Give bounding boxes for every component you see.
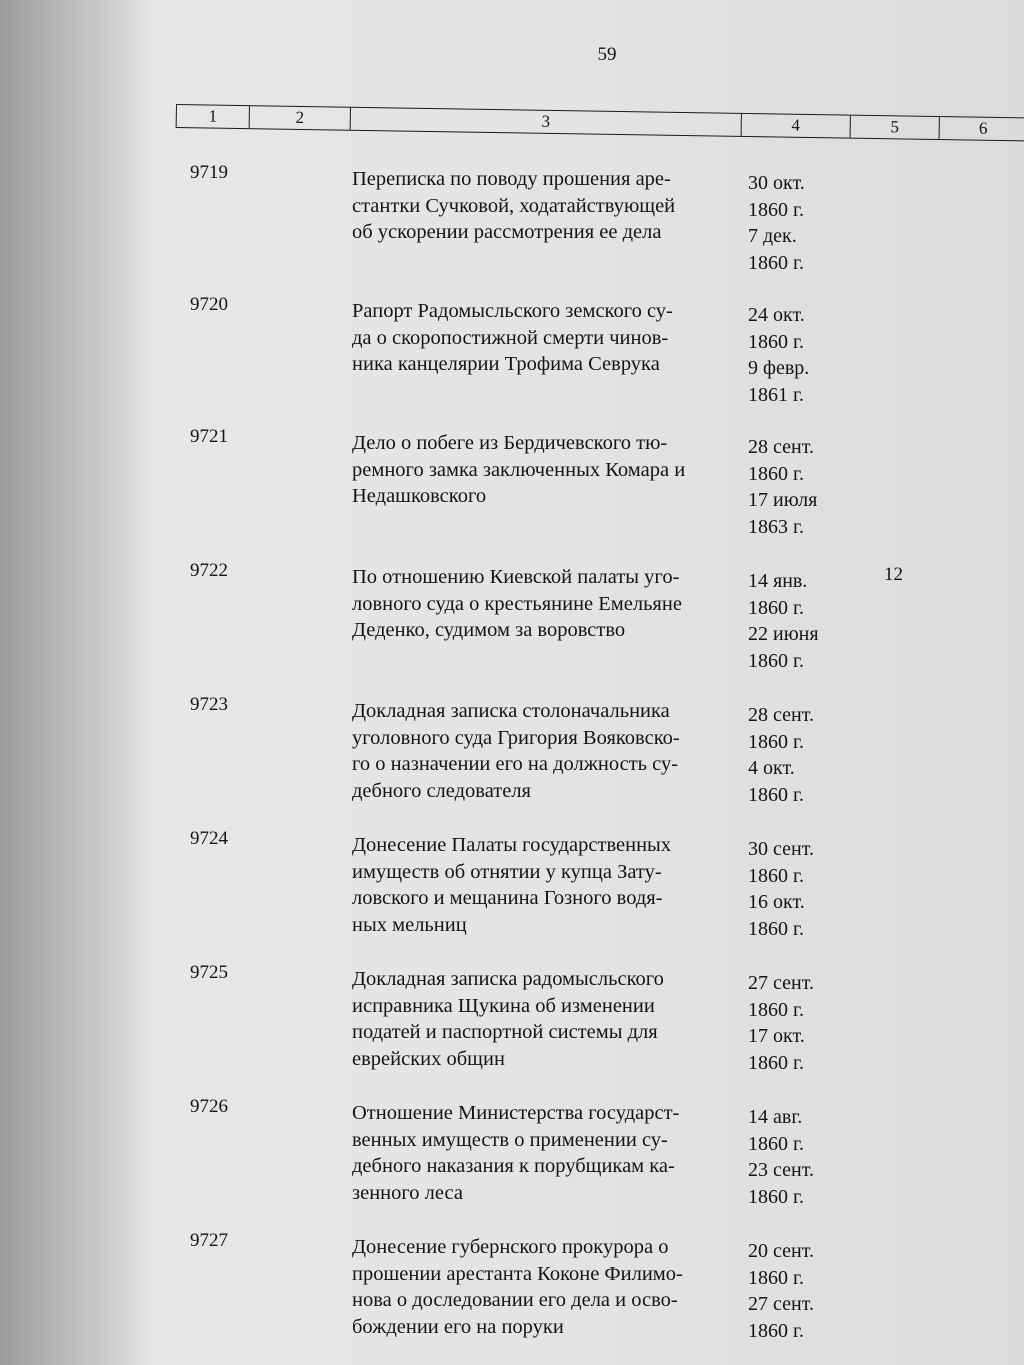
description-line: ремного замка заключенных Комара и <box>352 458 686 481</box>
description-line: Докладная записка столоначальника <box>352 700 670 722</box>
entry-description <box>352 166 742 246</box>
date-line: 1860 г. <box>748 864 804 887</box>
facing-page-edge <box>0 0 150 1365</box>
description-line: имуществ об отнятии у купца Зату- <box>352 860 662 883</box>
description-line: дебного наказания к порубщикам ка- <box>352 1155 675 1177</box>
date-line: 14 янв. <box>748 570 808 592</box>
column-header-6: 6 <box>978 118 988 138</box>
date-line: 30 окт. <box>748 172 805 194</box>
date-line: 1860 г. <box>748 1185 804 1208</box>
date-line: 1860 г. <box>748 917 804 940</box>
description-line: исправника Щукина об изменении <box>352 994 655 1017</box>
date-line: 1860 г. <box>748 730 804 753</box>
description-line: Донесение Палаты государственных <box>352 834 672 856</box>
entry-dates <box>748 970 858 1076</box>
date-line: 9 февр. <box>748 357 810 379</box>
description-line: го о назначении его на должность су- <box>352 753 679 775</box>
date-line: 1860 г. <box>748 1319 804 1342</box>
description-line: ника канцелярии Трофима Севрука <box>352 353 660 375</box>
column-header-table <box>176 104 1024 141</box>
entry-number: 9720 <box>190 294 228 315</box>
date-line: 17 июля <box>748 489 818 511</box>
description-line: ловного суда о крестьянине Емельяне <box>352 592 682 615</box>
date-line: 1860 г. <box>748 251 804 274</box>
date-line: 17 окт. <box>748 1025 805 1047</box>
description-line: податей и паспортной системы для <box>352 1021 658 1043</box>
entry-description <box>352 1234 742 1340</box>
entry-number: 9724 <box>190 828 228 849</box>
page-number: 59 <box>597 44 617 65</box>
date-line: 24 окт. <box>748 304 805 326</box>
description-line: зенного леса <box>352 1181 463 1204</box>
description-line: ловского и мещанина Гозного водя- <box>352 887 663 909</box>
entry-description <box>352 698 742 804</box>
entry-description <box>352 298 742 378</box>
date-line: 1860 г. <box>748 330 804 353</box>
column-header-3: 3 <box>351 108 742 136</box>
entry-number: 9721 <box>190 426 228 447</box>
description-line: Переписка по поводу прошения аре- <box>352 168 671 190</box>
column-header-4: 4 <box>742 114 851 138</box>
description-line: стантки Сучковой, ходатайствующей <box>352 194 676 217</box>
date-line: 1860 г. <box>748 783 804 806</box>
entry-note: 12 <box>884 564 903 585</box>
date-line: 1860 г. <box>748 596 804 619</box>
entry-description <box>352 966 742 1072</box>
date-line: 1860 г. <box>748 1132 804 1155</box>
date-line: 27 сент. <box>748 972 814 994</box>
entry-dates <box>748 170 858 276</box>
description-line: бождении его на поруки <box>352 1315 564 1338</box>
date-line: 1860 г. <box>748 198 804 221</box>
description-line: нова о доследовании его дела и осво- <box>352 1289 678 1311</box>
entry-number: 9719 <box>190 162 228 183</box>
date-line: 27 сент. <box>748 1293 814 1315</box>
date-line: 14 авг. <box>748 1106 803 1128</box>
entry-dates <box>748 836 858 942</box>
description-line: Донесение губернского прокурора о <box>352 1236 669 1258</box>
entry-number: 9726 <box>190 1096 228 1117</box>
description-line: прошении арестанта Коконе Филимо- <box>352 1262 683 1285</box>
date-line: 22 июня <box>748 623 819 645</box>
entry-dates <box>748 1104 858 1210</box>
description-line: об ускорении рассмотрения ее дела <box>352 221 662 243</box>
date-line: 1863 г. <box>748 515 804 538</box>
entry-description <box>352 564 742 644</box>
description-line: Дело о побеге из Бердичевского тю- <box>352 432 668 454</box>
date-line: 7 дек. <box>748 225 797 247</box>
description-line: ных мельниц <box>352 913 467 936</box>
entry-dates <box>748 568 858 674</box>
entry-number: 9723 <box>190 694 228 715</box>
date-line: 28 сент. <box>748 704 814 726</box>
date-line: 16 окт. <box>748 891 805 913</box>
description-line: да о скоропостижной смерти чинов- <box>352 326 669 349</box>
description-line: Отношение Министерства государст- <box>352 1102 680 1124</box>
description-line: По отношению Киевской палаты уго- <box>352 566 680 588</box>
entry-description <box>352 1100 742 1206</box>
description-line: дебного следователя <box>352 779 531 802</box>
date-line: 23 сент. <box>748 1159 814 1181</box>
entry-number: 9722 <box>190 560 228 581</box>
description-line: Деденко, судимом за воровство <box>352 619 626 641</box>
date-line: 30 сент. <box>748 838 814 860</box>
date-line: 1861 г. <box>748 383 804 406</box>
entry-description <box>352 430 742 510</box>
description-line: уголовного суда Григория Вояковско- <box>352 726 680 749</box>
column-header-5: 5 <box>851 116 940 139</box>
date-line: 28 сент. <box>748 436 814 458</box>
entry-dates <box>748 1238 858 1344</box>
date-line: 1860 г. <box>748 1051 804 1074</box>
entry-dates <box>748 434 858 540</box>
date-line: 4 окт. <box>748 757 795 779</box>
description-line: Докладная записка радомысльского <box>352 968 664 990</box>
date-line: 1860 г. <box>748 998 804 1021</box>
date-line: 1860 г. <box>748 462 804 485</box>
description-line: Рапорт Радомысльского земского су- <box>352 300 673 322</box>
description-line: венных имуществ о применении су- <box>352 1128 668 1151</box>
entry-number: 9725 <box>190 962 228 983</box>
entry-dates <box>748 302 858 408</box>
entry-description <box>352 832 742 938</box>
description-line: еврейских общин <box>352 1047 505 1070</box>
date-line: 20 сент. <box>748 1240 814 1262</box>
date-line: 1860 г. <box>748 1266 804 1289</box>
column-header-1: 1 <box>177 105 250 128</box>
column-header-2: 2 <box>250 106 351 130</box>
description-line: Недашковского <box>352 485 487 507</box>
entry-dates <box>748 702 858 808</box>
date-line: 1860 г. <box>748 649 804 672</box>
entry-number: 9727 <box>190 1230 228 1251</box>
